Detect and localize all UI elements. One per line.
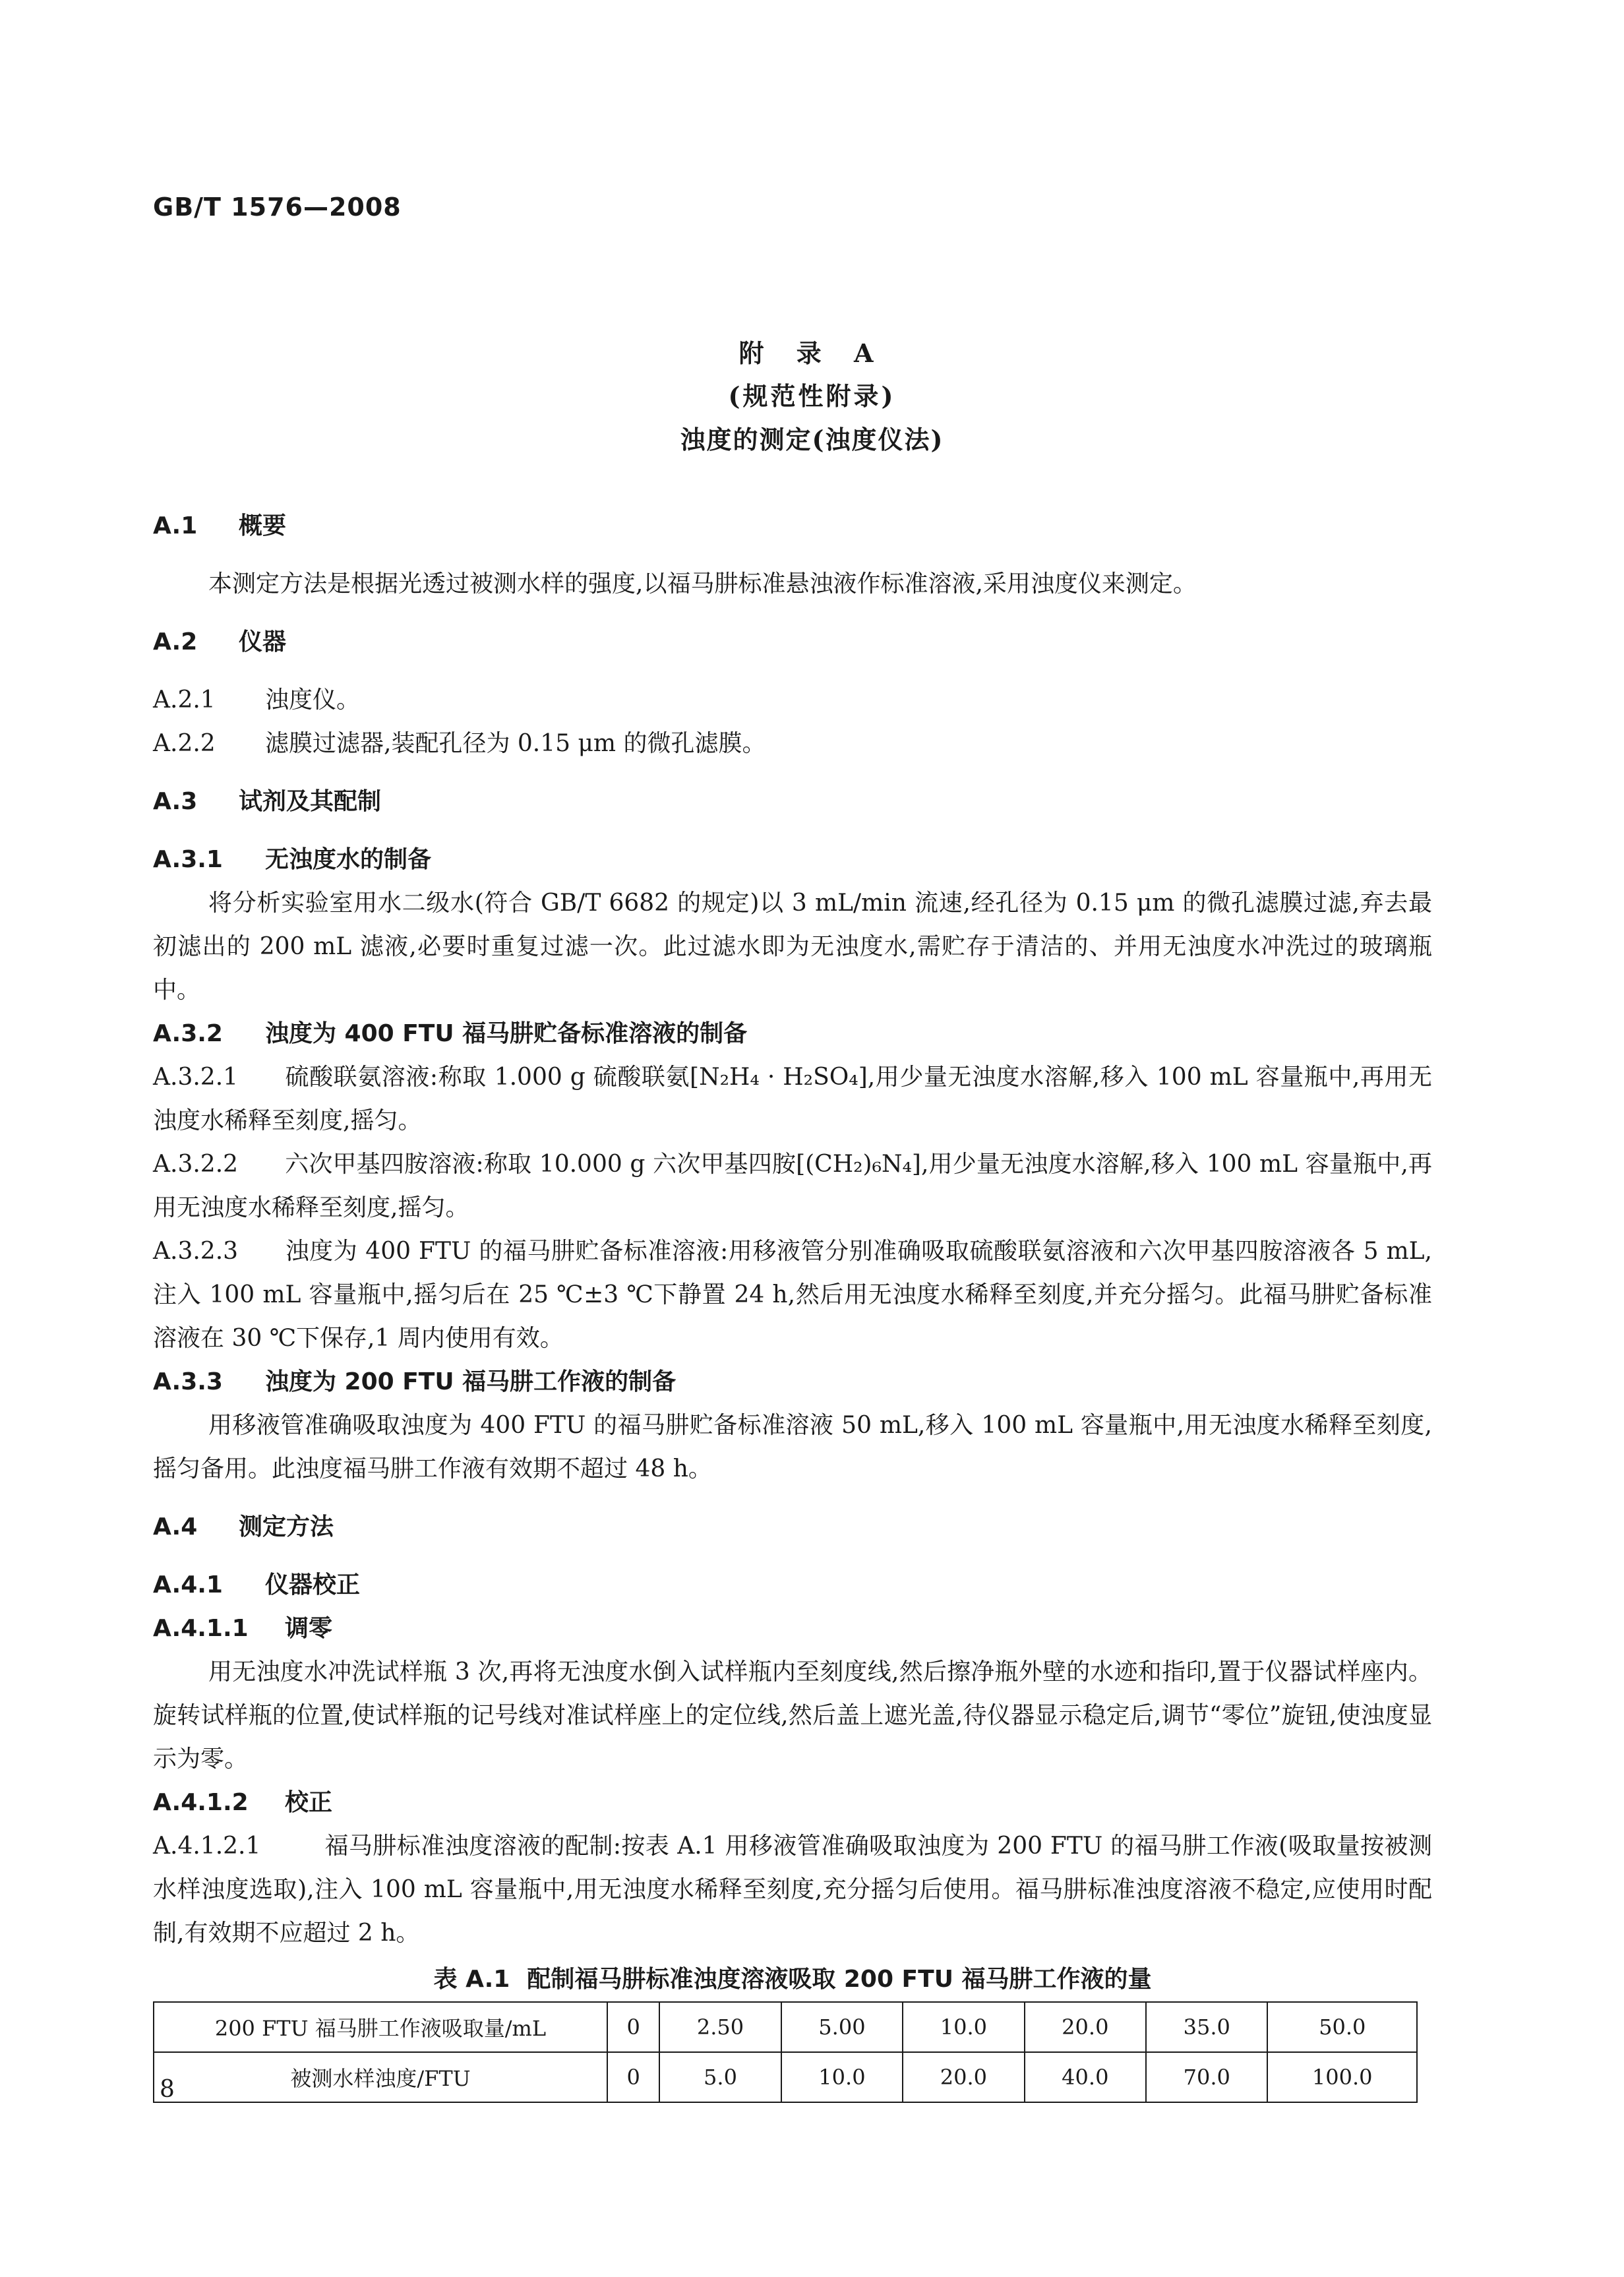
annex-nature: (规范性附录) [728, 381, 896, 411]
clause-text: 滤膜过滤器,装配孔径为 0.15 μm 的微孔滤膜。 [265, 730, 766, 757]
document-body [153, 504, 1432, 2103]
table-cell: 50.0 [1267, 2002, 1417, 2052]
paragraph: 将分析实验室用水二级水(符合 GB/T 6682 的规定)以 3 mL/min 流速,经孔径为 0.15 μm 的微孔滤膜过滤,弃去最初滤出的 200 mL 滤液,必要时重复过滤一次。此过滤水即为无浊度水,需贮存于清洁的、并用无浊度水冲洗过的玻璃瓶中。 [153, 890, 1432, 1004]
clause-number: A.3.2.1 [153, 1064, 239, 1091]
clause [153, 1825, 1432, 1955]
subsection-title: 仪器校正 [265, 1571, 361, 1598]
table-caption [153, 1958, 1432, 2001]
table-number: 表 A.1 [433, 1966, 510, 1993]
clause-number: A.4.1.2.1 [153, 1833, 261, 1860]
table-cell: 0 [607, 2052, 659, 2102]
subsection-number: A.4.1.2 [153, 1789, 249, 1816]
row-label: 200 FTU 福马肼工作液吸取量/mL [154, 2002, 607, 2052]
table-cell: 5.00 [781, 2002, 903, 2052]
table-cell: 0 [607, 2002, 659, 2052]
clause [153, 1056, 1432, 1143]
section-heading [153, 504, 1432, 548]
subsection-number: A.4.1.1 [153, 1615, 249, 1642]
subsection-heading [153, 1607, 1432, 1651]
table-cell: 2.50 [659, 2002, 781, 2052]
section-heading [153, 780, 1432, 824]
paragraph: 用无浊度水冲洗试样瓶 3 次,再将无浊度水倒入试样瓶内至刻度线,然后擦净瓶外壁的水迹和指印,置于仪器试样座内。旋转试样瓶的位置,使试样瓶的记号线对准试样座上的定位线,然后盖上遮光盖,待仪器显示稳定后,调节“零位”旋钮,使浊度显示为零。 [153, 1658, 1432, 1773]
annex-subject: 浊度的测定(浊度仪法) [680, 425, 944, 454]
standard-code: GB/T 1576—2008 [153, 193, 402, 222]
subsection-number: A.3.2 [153, 1020, 223, 1047]
clause-number: A.3.2.2 [153, 1151, 239, 1178]
subsection-heading [153, 1781, 1432, 1825]
clause-text: 六次甲基四胺溶液:称取 10.000 g 六次甲基四胺[(CH₂)₆N₄],用少量无浊度水溶解,移入 100 mL 容量瓶中,再用无浊度水稀释至刻度,摇匀。 [153, 1151, 1432, 1221]
clause [153, 1230, 1432, 1360]
subsection-title: 调零 [285, 1615, 333, 1642]
table-cell: 70.0 [1146, 2052, 1267, 2102]
section-title: 测定方法 [239, 1513, 334, 1540]
table-row [154, 2052, 1417, 2102]
section-title: 概要 [239, 512, 287, 539]
table-cell: 10.0 [903, 2002, 1024, 2052]
clause-number: A.2.2 [153, 730, 216, 757]
clause-number: A.2.1 [153, 686, 216, 713]
subsection-title: 浊度为 200 FTU 福马肼工作液的制备 [265, 1368, 677, 1395]
section-heading [153, 1505, 1432, 1549]
table-row [154, 2002, 1417, 2052]
table-cell: 20.0 [1025, 2002, 1146, 2052]
table-cell: 35.0 [1146, 2002, 1267, 2052]
table-caption-text: 配制福马肼标准浊度溶液吸取 200 FTU 福马肼工作液的量 [527, 1966, 1152, 1993]
row-label: 被测水样浊度/FTU [154, 2052, 607, 2102]
subsection-number: A.3.1 [153, 846, 223, 873]
subsection-number: A.4.1 [153, 1571, 223, 1598]
table-cell: 40.0 [1025, 2052, 1146, 2102]
table-cell: 5.0 [659, 2052, 781, 2102]
paragraph: 本测定方法是根据光透过被测水样的强度,以福马肼标准悬浊液作标准溶液,采用浊度仪来测定。 [208, 570, 1197, 597]
clause [153, 679, 1432, 722]
page-number: 8 [160, 2076, 175, 2103]
section-title: 仪器 [239, 628, 287, 655]
section-number: A.3 [153, 788, 198, 815]
subsection-title: 无浊度水的制备 [265, 846, 432, 873]
clause [153, 722, 1432, 766]
section-number: A.2 [153, 628, 198, 655]
subsection-heading [153, 1564, 1432, 1607]
subsection-heading [153, 1012, 1432, 1056]
clause-text: 浊度为 400 FTU 的福马肼贮备标准溶液:用移液管分别准确吸取硫酸联氨溶液和六次甲基四胺溶液各 5 mL,注入 100 mL 容量瓶中,摇匀后在 25 ℃±3 ℃下静置 24 h,然后用无浊度水稀释至刻度,并充分摇匀。此福马肼贮备标准溶液在 30 ℃下保存,1 周内使用有效。 [153, 1238, 1432, 1352]
paragraph: 用移液管准确吸取浊度为 400 FTU 的福马肼贮备标准溶液 50 mL,移入 100 mL 容量瓶中,用无浊度水稀释至刻度,摇匀备用。此浊度福马肼工作液有效期不超过 48 h。 [153, 1412, 1432, 1482]
section-title: 试剂及其配制 [239, 788, 382, 815]
annex-title: 附 录 A [738, 338, 886, 368]
table-cell: 100.0 [1267, 2052, 1417, 2102]
clause-text: 浊度仪。 [265, 686, 361, 713]
subsection-title: 浊度为 400 FTU 福马肼贮备标准溶液的制备 [265, 1020, 748, 1047]
subsection-heading [153, 1360, 1432, 1404]
table-cell: 20.0 [903, 2052, 1024, 2102]
section-heading [153, 621, 1432, 664]
subsection-title: 校正 [285, 1789, 333, 1816]
clause [153, 1143, 1432, 1230]
section-number: A.4 [153, 1513, 198, 1540]
table-cell: 10.0 [781, 2052, 903, 2102]
clause-text: 硫酸联氨溶液:称取 1.000 g 硫酸联氨[N₂H₄ · H₂SO₄],用少量无浊度水溶解,移入 100 mL 容量瓶中,再用无浊度水稀释至刻度,摇匀。 [153, 1064, 1432, 1134]
subsection-heading [153, 838, 1432, 882]
clause-number: A.3.2.3 [153, 1238, 239, 1265]
clause-text: 福马肼标准浊度溶液的配制:按表 A.1 用移液管准确吸取浊度为 200 FTU 的福马肼工作液(吸取量按被测水样浊度选取),注入 100 mL 容量瓶中,用无浊度水稀释至刻度,充分摇匀后使用。福马肼标准浊度溶液不稳定,应使用时配制,有效期不应超过 2 h。 [153, 1833, 1432, 1947]
section-number: A.1 [153, 512, 198, 539]
subsection-number: A.3.3 [153, 1368, 223, 1395]
data-table [153, 2001, 1418, 2103]
